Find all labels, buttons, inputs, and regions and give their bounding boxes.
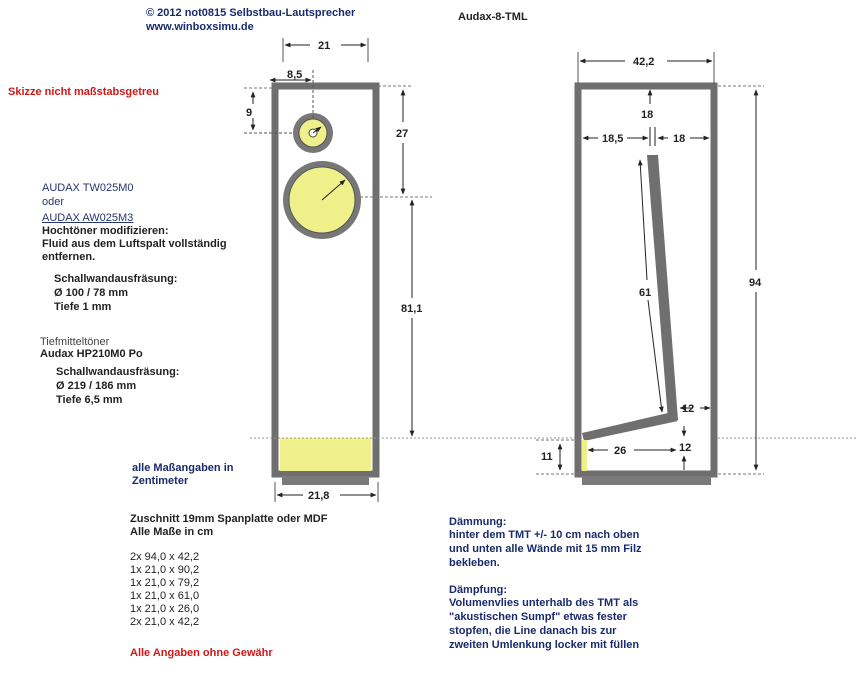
tweeter-name-2: AUDAX AW025M3 [42, 212, 134, 224]
website-text[interactable]: www.winboxsimu.de [146, 21, 254, 33]
not-to-scale-note: Skizze nicht maßstabsgetreu [8, 86, 159, 98]
dim-divider-length: 61 [639, 287, 652, 299]
dim-lower-gap: 12 [682, 403, 695, 415]
tweeter-mod-2: Fluid aus dem Luftspalt vollständig [42, 238, 227, 250]
woofer-name: Audax HP210M0 Po [40, 348, 143, 360]
dim-woofer-bottom: 81,1 [401, 303, 423, 315]
insulation-title: Dämmung: [449, 516, 507, 528]
woofer-cut-depth: Tiefe 6,5 mm [56, 394, 123, 406]
insulation-line: hinter dem TMT +/- 10 cm nach oben [449, 529, 640, 541]
dim-bottom-gap: 12 [679, 442, 692, 454]
front-bottom-strip [280, 438, 371, 471]
tweeter-mod-1: Hochtöner modifizieren: [42, 225, 169, 237]
cut-list-item: 2x 94,0 x 42,2 [130, 551, 200, 563]
cut-list-item: 1x 21,0 x 90,2 [130, 564, 200, 576]
cut-list-item: 2x 21,0 x 42,2 [130, 616, 200, 628]
insulation-line: und unten alle Wände mit 15 mm Filz [449, 543, 642, 555]
damping-line: Volumenvlies unterhalb des TMT als [449, 597, 639, 609]
cut-list-item: 1x 21,0 x 61,0 [130, 590, 200, 602]
cut-list-subtitle: Alle Maße in cm [130, 526, 214, 538]
woofer-label: Tiefmitteltöner [40, 336, 110, 348]
tweeter-or: oder [42, 196, 65, 208]
dim-right-gap: 18 [673, 133, 686, 145]
damping-line: stopfen, die Line danach bis zur [449, 625, 617, 637]
dim-tweeter-top: 9 [246, 107, 253, 119]
front-view [244, 38, 858, 502]
dim-left-gap: 18,5 [602, 133, 624, 145]
side-panel [578, 86, 714, 474]
tweeter-name-1: AUDAX TW025M0 [42, 182, 134, 194]
dim-base-width: 21,8 [308, 490, 330, 502]
drawing-title: Audax-8-TML [458, 11, 528, 23]
cut-list-item: 1x 21,0 x 79,2 [130, 577, 200, 589]
woofer-cut-title: Schallwandausfräsung: [56, 366, 180, 378]
woofer-cut-dia: Ø 219 / 186 mm [56, 380, 137, 392]
dim-front-width: 21 [318, 40, 331, 52]
damping-line: "akustischen Sumpf" etwas fester [449, 611, 627, 623]
dim-side-depth: 42,2 [633, 56, 655, 68]
dim-tweeter-offset: 8,5 [287, 69, 303, 81]
copyright-text: © 2012 not0815 Selbstbau-Lautsprecher [146, 7, 356, 19]
units-note-1: alle Maßangaben in [132, 462, 234, 474]
tweeter-cut-title: Schallwandausfräsung: [54, 273, 178, 285]
dim-bottom-height: 11 [541, 451, 553, 463]
cut-list-item: 1x 21,0 x 26,0 [130, 603, 200, 615]
units-note-2: Zentimeter [132, 475, 189, 487]
damping-line: zweiten Umlenkung locker mit füllen [449, 639, 640, 651]
side-foot [582, 476, 711, 485]
cut-list-title: Zuschnitt 19mm Spanplatte oder MDF [130, 513, 328, 525]
dim-top-gap: 18 [641, 109, 654, 121]
tweeter-cut-dia: Ø 100 / 78 mm [54, 287, 128, 299]
dim-height: 94 [749, 277, 762, 289]
disclaimer-text: Alle Angaben ohne Gewähr [130, 647, 273, 659]
front-foot [282, 476, 369, 485]
tweeter-mod-3: entfernen. [42, 251, 96, 263]
side-bottom-strip [582, 440, 587, 471]
tweeter-cut-depth: Tiefe 1 mm [54, 301, 112, 313]
dim-woofer-top: 27 [396, 128, 409, 140]
damping-title: Dämpfung: [449, 584, 508, 596]
dim-bottom-depth: 26 [614, 445, 627, 457]
insulation-line: bekleben. [449, 557, 500, 569]
